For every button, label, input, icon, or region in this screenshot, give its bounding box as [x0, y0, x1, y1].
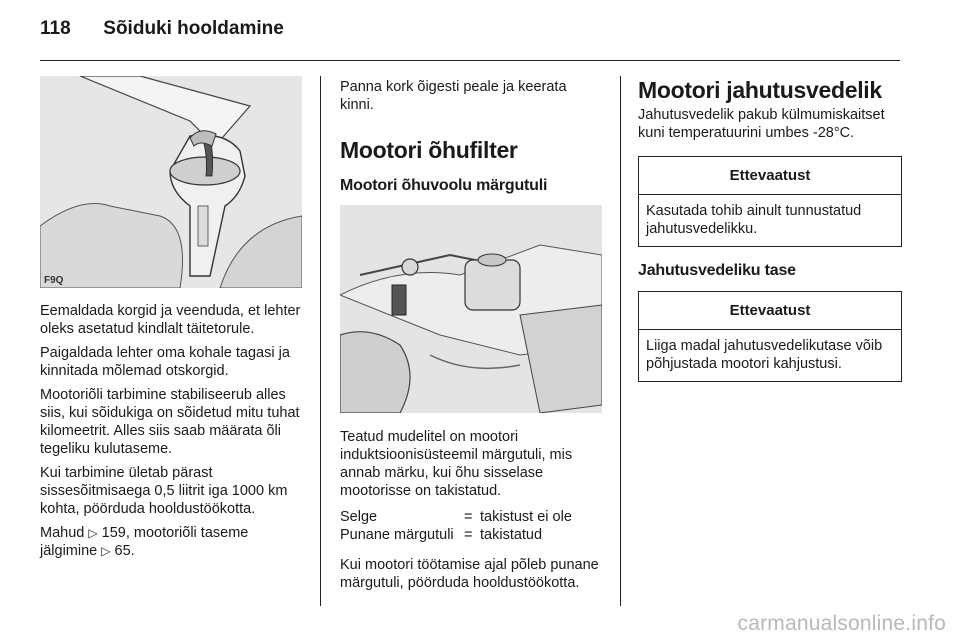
- paragraph: Kui tarbimine ületab pärast sissesõitmisaega 0,5 liitrit iga 1000 km kohta, pöörduda hooldustöökotta.: [40, 465, 288, 517]
- caution-title: Ettevaatust: [639, 157, 901, 195]
- funnel-illustration: [40, 76, 302, 288]
- caution-box: [638, 291, 902, 382]
- paragraph: Mootoriõli tarbimine stabiliseerub alles siis, kui sõidukiga on sõidetud mitu tuhat kilomeetrit. Alles siis saab määrata õli tegeliku kulutaseme.: [40, 387, 300, 457]
- section-subheading: Mootori õhuvoolu märgutuli: [340, 177, 548, 194]
- engine-drawing: [340, 205, 602, 413]
- triangle-right-icon: ▷: [101, 544, 111, 558]
- page-header: [40, 18, 284, 40]
- column-3: [638, 76, 902, 382]
- legend-term: Selge: [340, 509, 378, 525]
- air-filter-illustration: [340, 205, 602, 413]
- paragraph: Kui mootori töötamise ajal põleb punane märgutuli, pöörduda hooldustöökotta.: [340, 557, 599, 591]
- column-1-text: [40, 302, 308, 566]
- section-heading: Mootori jahutusvedelik: [638, 77, 882, 103]
- paragraph: Teatud mudelitel on mootori induktsioonisüsteemil märgutuli, mis annab märku, kui õhu sisselase mootorisse on takistatud.: [340, 429, 573, 499]
- funnel-drawing: [40, 76, 302, 288]
- paragraph: Jahutusvedelik pakub külmumiskaitset kuni temperatuurini umbes -28°C.: [638, 107, 885, 141]
- legend-equals: =: [464, 527, 473, 543]
- header-rule: [40, 60, 900, 61]
- caution-body: Liiga madal jahutusvedelikutase võib põhjustada mootori kahjustusi.: [646, 338, 883, 372]
- caution-box: [638, 156, 902, 247]
- triangle-right-icon: ▷: [88, 526, 98, 540]
- legend-term: Punane märgutuli: [340, 527, 454, 543]
- figure-label: F9Q: [44, 275, 64, 286]
- legend-desc: takistatud: [480, 527, 543, 543]
- column-2-bottom: [340, 428, 608, 598]
- reference-paragraph: [40, 524, 308, 560]
- legend-desc: takistust ei ole: [480, 509, 572, 525]
- column-divider-1: [320, 76, 321, 606]
- paragraph: Eemaldada korgid ja veenduda, et lehter oleks asetatud kindlalt täitetorule.: [40, 303, 301, 337]
- legend-equals: =: [464, 509, 473, 525]
- caution-body: Kasutada tohib ainult tunnustatud jahutusvedelikku.: [646, 203, 862, 237]
- ref-text: Mahud: [40, 525, 89, 541]
- indicator-legend: [340, 508, 608, 544]
- column-divider-2: [620, 76, 621, 606]
- watermark: carmanualsonline.info: [737, 612, 946, 635]
- section-subheading: Jahutusvedeliku tase: [638, 262, 796, 279]
- paragraph: Paigaldada lehter oma kohale tagasi ja kinnitada mõlemad otskorgid.: [40, 345, 290, 379]
- page-reference[interactable]: 65: [114, 543, 131, 559]
- paragraph: Panna kork õigesti peale ja keerata kinni.: [340, 79, 567, 113]
- page-reference[interactable]: 159: [101, 525, 126, 541]
- page-title: Sõiduki hooldamine: [103, 18, 284, 39]
- column-2-top: [340, 78, 602, 196]
- page-number: 118: [40, 18, 71, 39]
- ref-text: , mootoriõli taseme jälgimine: [40, 525, 249, 559]
- section-heading: Mootori õhufilter: [340, 137, 518, 163]
- caution-title: Ettevaatust: [639, 292, 901, 330]
- ref-text: .: [130, 543, 135, 559]
